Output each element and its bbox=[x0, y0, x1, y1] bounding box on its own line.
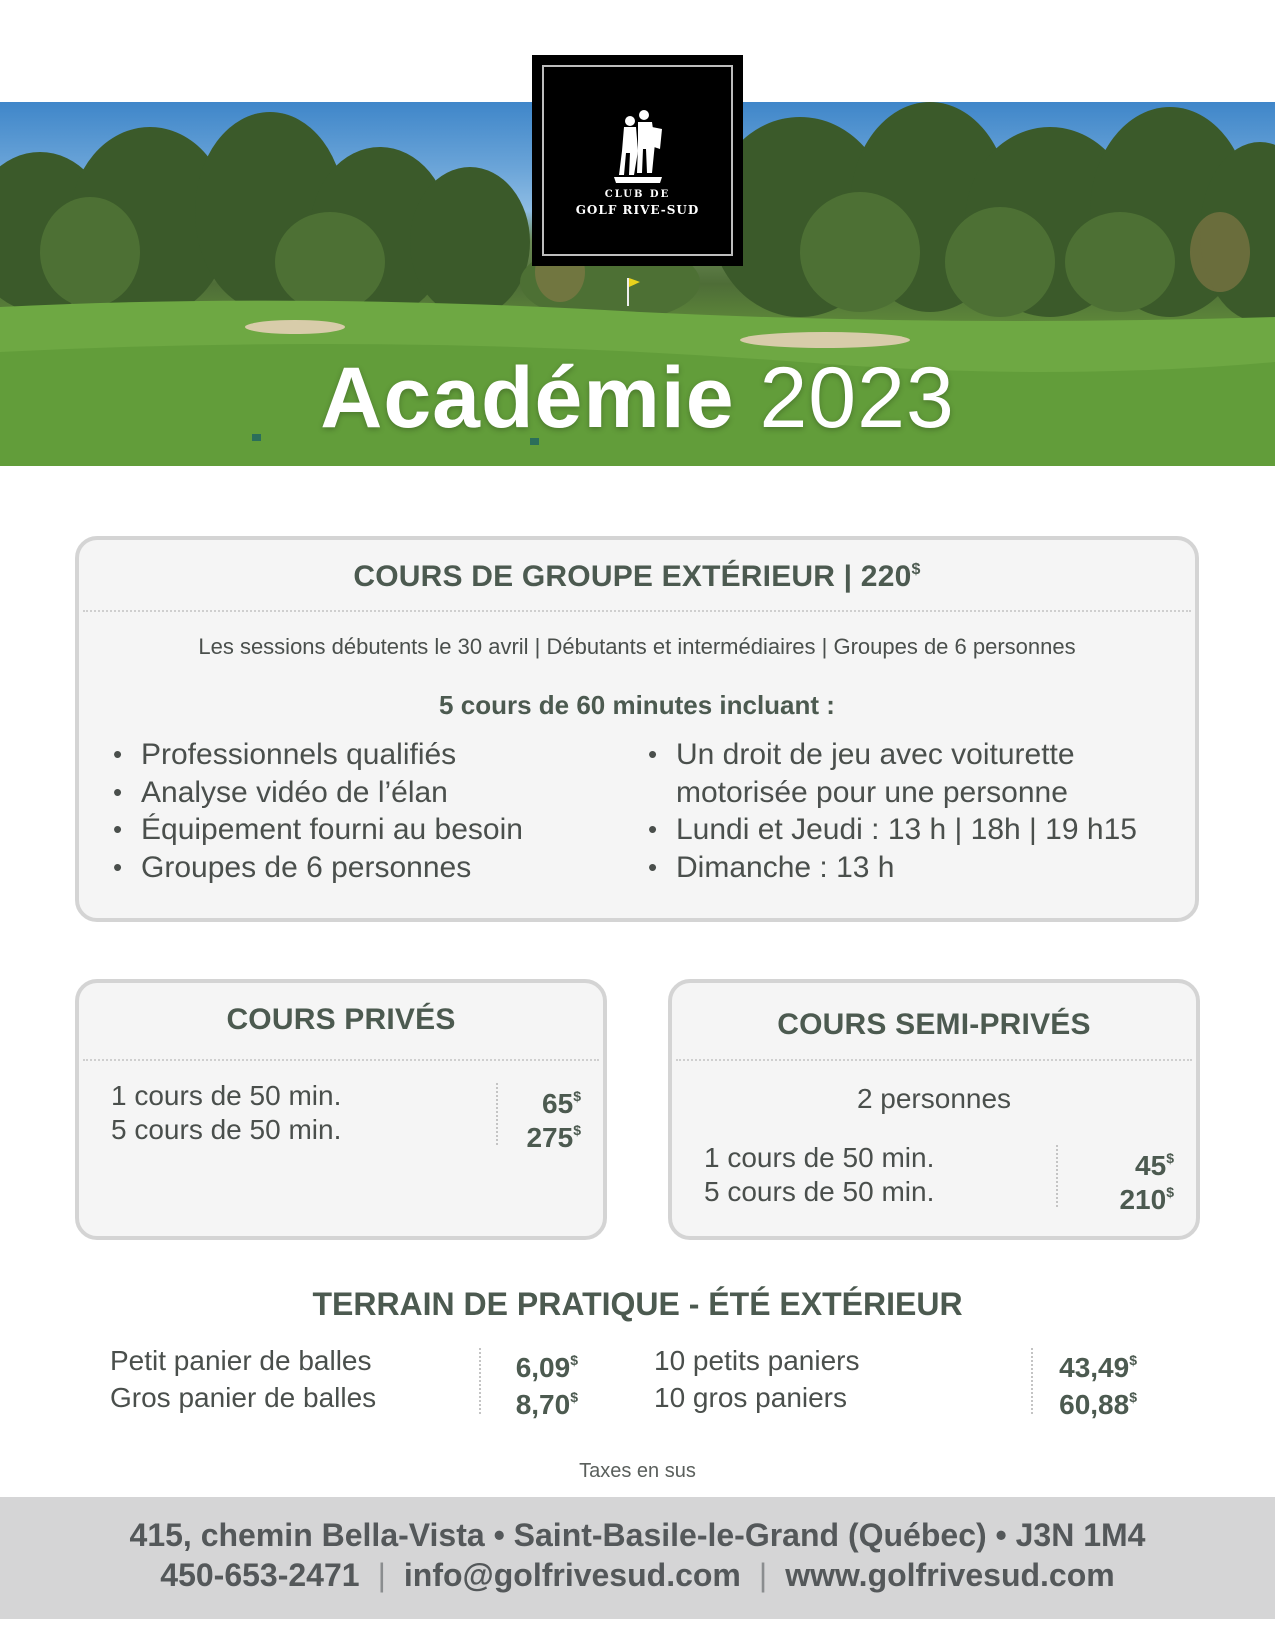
price-label: 1 cours de 50 min. bbox=[111, 1080, 342, 1111]
divider bbox=[676, 1059, 1192, 1061]
practice-right-table bbox=[654, 1342, 1137, 1420]
logo-frame bbox=[542, 65, 733, 256]
semi-private-price-table bbox=[704, 1141, 1174, 1215]
price-value bbox=[1119, 1175, 1174, 1217]
currency-symbol: $ bbox=[570, 1389, 578, 1405]
logo-text-club: CLUB DE bbox=[604, 189, 671, 200]
price-row bbox=[111, 1113, 581, 1153]
divider bbox=[83, 1059, 599, 1061]
footer-phone[interactable]: 450-653-2471 bbox=[160, 1557, 360, 1593]
price-row bbox=[110, 1342, 578, 1383]
footer-separator: | bbox=[377, 1557, 386, 1593]
price-amount: 275 bbox=[526, 1122, 574, 1153]
footer-website-link[interactable]: www.golfrivesud.com bbox=[785, 1557, 1115, 1593]
private-course-box bbox=[75, 979, 607, 1240]
column-divider bbox=[1031, 1348, 1033, 1414]
list-item: • Analyse vidéo de l’élan bbox=[111, 774, 631, 812]
footer-separator: | bbox=[758, 1557, 768, 1593]
semi-private-course-box bbox=[668, 979, 1200, 1240]
price-amount: 8,70 bbox=[515, 1389, 571, 1420]
price-label: 10 gros paniers bbox=[654, 1382, 848, 1413]
private-price-table bbox=[111, 1079, 581, 1153]
price-label: 1 cours de 50 min. bbox=[704, 1142, 935, 1173]
group-course-right-list bbox=[646, 736, 1166, 886]
price-row bbox=[654, 1342, 1137, 1383]
price-value bbox=[526, 1113, 581, 1155]
price-row bbox=[704, 1141, 1174, 1181]
semi-private-course-title: COURS SEMI-PRIVÉS bbox=[777, 1008, 1091, 1041]
divider bbox=[83, 610, 1191, 612]
footer bbox=[0, 1497, 1275, 1619]
hero-title bbox=[0, 348, 1275, 448]
logo-text-golf: GOLF RIVE-SUD bbox=[575, 203, 700, 217]
currency-symbol: $ bbox=[573, 1088, 581, 1104]
currency-symbol: $ bbox=[570, 1352, 578, 1368]
column-divider bbox=[1056, 1145, 1058, 1207]
price-label: Gros panier de balles bbox=[110, 1382, 377, 1413]
price-amount: 65 bbox=[542, 1088, 574, 1119]
private-course-title: COURS PRIVÉS bbox=[226, 1003, 456, 1036]
price-amount: 6,09 bbox=[515, 1352, 571, 1383]
price-row bbox=[110, 1379, 578, 1420]
list-item: • Groupes de 6 personnes bbox=[111, 849, 631, 887]
group-course-note: Les sessions débutents le 30 avril | Débutants et intermédiaires | Groupes de 6 personnes bbox=[198, 634, 1076, 659]
currency-symbol: $ bbox=[1166, 1184, 1174, 1200]
group-course-title-text: COURS DE GROUPE EXTÉRIEUR | 220 bbox=[353, 560, 912, 593]
price-label: 5 cours de 50 min. bbox=[111, 1114, 342, 1145]
currency-symbol: $ bbox=[1129, 1352, 1137, 1368]
list-item: • Équipement fourni au besoin bbox=[111, 811, 631, 849]
column-divider bbox=[496, 1083, 498, 1145]
price-label: 10 petits paniers bbox=[654, 1345, 860, 1376]
club-logo bbox=[532, 55, 743, 266]
price-row bbox=[111, 1079, 581, 1119]
list-item: • Lundi et Jeudi : 13 h | 18h | 19 h15 bbox=[646, 811, 1166, 849]
price-value bbox=[516, 1379, 578, 1423]
price-row bbox=[654, 1379, 1137, 1420]
hero-title-year: 2023 bbox=[759, 350, 955, 446]
list-item: • Dimanche : 13 h bbox=[646, 849, 1166, 887]
list-item: • Professionnels qualifiés bbox=[111, 736, 631, 774]
price-row bbox=[704, 1175, 1174, 1215]
golfer-silhouette-icon bbox=[544, 67, 731, 254]
footer-contact bbox=[0, 1557, 1275, 1594]
price-label: Petit panier de balles bbox=[110, 1345, 372, 1376]
hero-title-bold: Académie bbox=[320, 350, 735, 446]
currency-symbol: $ bbox=[911, 561, 921, 578]
practice-range-title: TERRAIN DE PRATIQUE - ÉTÉ EXTÉRIEUR bbox=[312, 1286, 963, 1322]
price-amount: 210 bbox=[1119, 1184, 1167, 1215]
price-amount: 43,49 bbox=[1059, 1352, 1130, 1383]
group-course-left-list bbox=[111, 736, 631, 886]
price-amount: 60,88 bbox=[1059, 1389, 1130, 1420]
practice-left-table bbox=[110, 1342, 578, 1420]
price-amount: 45 bbox=[1135, 1150, 1167, 1181]
price-label: 5 cours de 50 min. bbox=[704, 1176, 935, 1207]
currency-symbol: $ bbox=[1166, 1150, 1174, 1166]
currency-symbol: $ bbox=[573, 1122, 581, 1138]
price-value bbox=[1059, 1379, 1137, 1423]
group-course-box bbox=[75, 536, 1199, 922]
group-course-subhead: 5 cours de 60 minutes incluant : bbox=[439, 690, 835, 720]
currency-symbol: $ bbox=[1129, 1389, 1137, 1405]
footer-address: 415, chemin Bella-Vista • Saint-Basile-le-Grand (Québec) • J3N 1M4 bbox=[129, 1517, 1146, 1553]
group-course-title bbox=[79, 560, 1195, 594]
list-item: • Un droit de jeu avec voiturette motorisée pour une personne bbox=[646, 736, 1166, 811]
column-divider bbox=[479, 1348, 481, 1414]
semi-private-note: 2 personnes bbox=[856, 1083, 1012, 1114]
footer-email-link[interactable]: info@golfrivesud.com bbox=[403, 1557, 741, 1593]
taxes-note: Taxes en sus bbox=[579, 1460, 696, 1482]
